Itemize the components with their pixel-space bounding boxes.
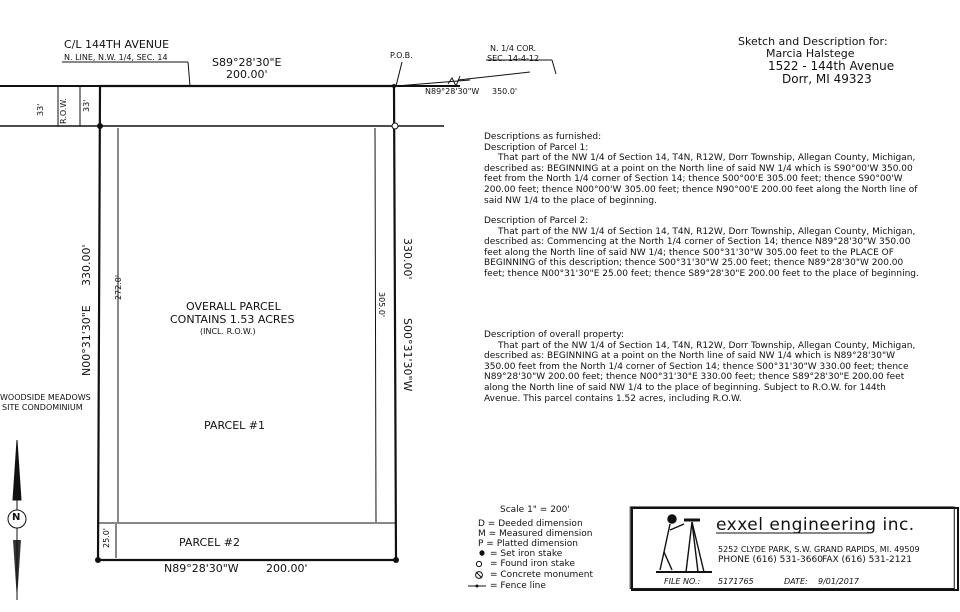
row-label: R.O.W.	[59, 98, 68, 124]
legend-platted: P = Platted dimension	[478, 539, 578, 549]
header-city: Dorr, MI 49323	[782, 72, 872, 86]
desc-p2-block	[484, 216, 924, 280]
descriptions-block	[484, 132, 924, 206]
parcel1-label: PARCEL #1	[204, 419, 266, 432]
desc-overall-block	[484, 330, 924, 404]
east-distance: 330.00'	[401, 238, 414, 280]
legend-deeded: D = Deeded dimension	[478, 519, 583, 529]
legend-scale: Scale 1" = 200'	[500, 505, 570, 515]
header-address: 1522 - 144th Avenue	[768, 59, 895, 73]
surveyor-logo-icon	[656, 515, 712, 572]
company-phone: PHONE (616) 531-3660	[718, 555, 823, 565]
header-title: Sketch and Description for:	[738, 35, 888, 48]
neighbor-line1: WOODSIDE MEADOWS	[0, 393, 91, 402]
date-label: DATE:	[784, 577, 808, 586]
file-no-value: 5171765	[718, 577, 754, 586]
parcel2-label: PARCEL #2	[179, 536, 241, 549]
legend-found-stake: = Found iron stake	[490, 559, 575, 569]
overall-parcel-acres: CONTAINS 1.53 ACRES	[170, 313, 295, 326]
desc-p1-title: Description of Parcel 1:	[484, 142, 589, 153]
east-bearing: S00°31'30"W	[401, 318, 414, 392]
legend-measured: M = Measured dimension	[478, 529, 593, 539]
tie-distance: 350.0'	[492, 87, 518, 96]
date-value: 9/01/2017	[818, 577, 860, 586]
quarter-corner-sec: SEC. 14-4-12	[487, 54, 540, 63]
overall-parcel-row: (INCL. R.O.W.)	[200, 327, 256, 336]
desc-p2-title: Description of Parcel 2:	[484, 216, 589, 226]
company-street: 5252 CLYDE PARK, S.W.	[718, 545, 812, 554]
overall-parcel-title: OVERALL PARCEL	[186, 300, 281, 313]
row-left-dim: 33'	[36, 103, 45, 116]
centerline-label: C/L 144TH AVENUE	[64, 38, 170, 51]
header-name: Marcia Halstege	[766, 47, 855, 60]
pob-label: P.O.B.	[390, 51, 413, 60]
south-bearing: N89°28'30"W	[164, 562, 239, 575]
parcel2-depth: 25.0'	[102, 527, 111, 548]
desc-p2-text: That part of the NW 1/4 of Section 14, T4N, R12W, Dorr Township, Allegan County, Michigan, described as: Commencing at the North 1/4 corner of Section 14; thence N89°28'30"W 350.00 feet along the North line of said NW 1/4; thence S00°31'30"W 305.00 feet to the PLACE OF BEGINNING of this description; thence S00°31'30"W 25.00 feet; thence N89°28'30"W 200.00 feet; thence N00°31'30"E 25.00 feet; thence S89°28'30"E 200.00 feet to the place of beginning.	[484, 226, 919, 279]
west-bearing: N00°31'30"E	[80, 305, 93, 376]
west-distance: 330.00'	[80, 244, 93, 286]
quarter-corner-label: N. 1/4 COR.	[490, 44, 537, 53]
neighbor-line2: SITE CONDOMINIUM	[2, 403, 83, 412]
tie-bearing: N89°28'30"W	[425, 87, 480, 96]
company-city: GRAND RAPIDS, MI. 49509	[814, 545, 920, 554]
north-line-label: N. LINE, N.W. 1/4, SEC. 14	[64, 53, 168, 62]
legend-fence: = Fence line	[490, 581, 546, 591]
north-arrow-letter: N	[12, 512, 21, 523]
north-bearing: S89°28'30"E	[212, 56, 282, 69]
company-name: exxel engineering inc.	[716, 515, 915, 535]
desc-overall-title: Description of overall property:	[484, 330, 625, 340]
south-distance: 200.00'	[266, 562, 308, 575]
found-iron-stake-ne	[392, 123, 398, 129]
east-inner-dim: 305.0'	[377, 292, 386, 318]
desc-p1-text: That part of the NW 1/4 of Section 14, T4N, R12W, Dorr Township, Allegan County, Michigan, described as: BEGINNING at a point on the North line of said NW 1/4 which is S90°00'W 350.00 feet from the North 1/4 corner of Section 14; thence S00°00'E 305.00 feet; thence S90°00'W 200.00 feet; thence N00°00'W 305.00 feet; thence N90°00'E 200.00 feet along the North line of said NW 1/4 to the place of beginning.	[484, 153, 918, 206]
desc-overall-text: That part of the NW 1/4 of Section 14, T4N, R12W, Dorr Township, Allegan County, Michigan, described as: BEGINNING at a point on the North line of said NW 1/4 which is N89°28'30"W 350.00 feet from the North 1/4 corner of Section 14; thence S00°31'30"W 330.00 feet; thence N89°28'30"W 200.00 feet; thence N00°31'30"E 330.00 feet; thence S89°28'30"E 200.00 feet along the North line of said NW 1/4 to the place of beginning. Subject to R.O.W. for 144th Avenue. This parcel contains 1.52 acres, including R.O.W.	[484, 340, 916, 404]
set-iron-stake-nw	[97, 123, 103, 129]
row-right-dim: 33'	[82, 99, 91, 112]
desc-furnished: Descriptions as furnished:	[484, 132, 602, 142]
west-inner-dim: 272.0'	[114, 274, 123, 300]
file-no-label: FILE NO.:	[664, 577, 701, 586]
north-distance: 200.00'	[226, 68, 268, 81]
legend-set-stake: = Set iron stake	[490, 549, 563, 559]
legend-monument: = Concrete monument	[490, 570, 594, 580]
company-fax: FAX (616) 531-2121	[822, 555, 912, 565]
